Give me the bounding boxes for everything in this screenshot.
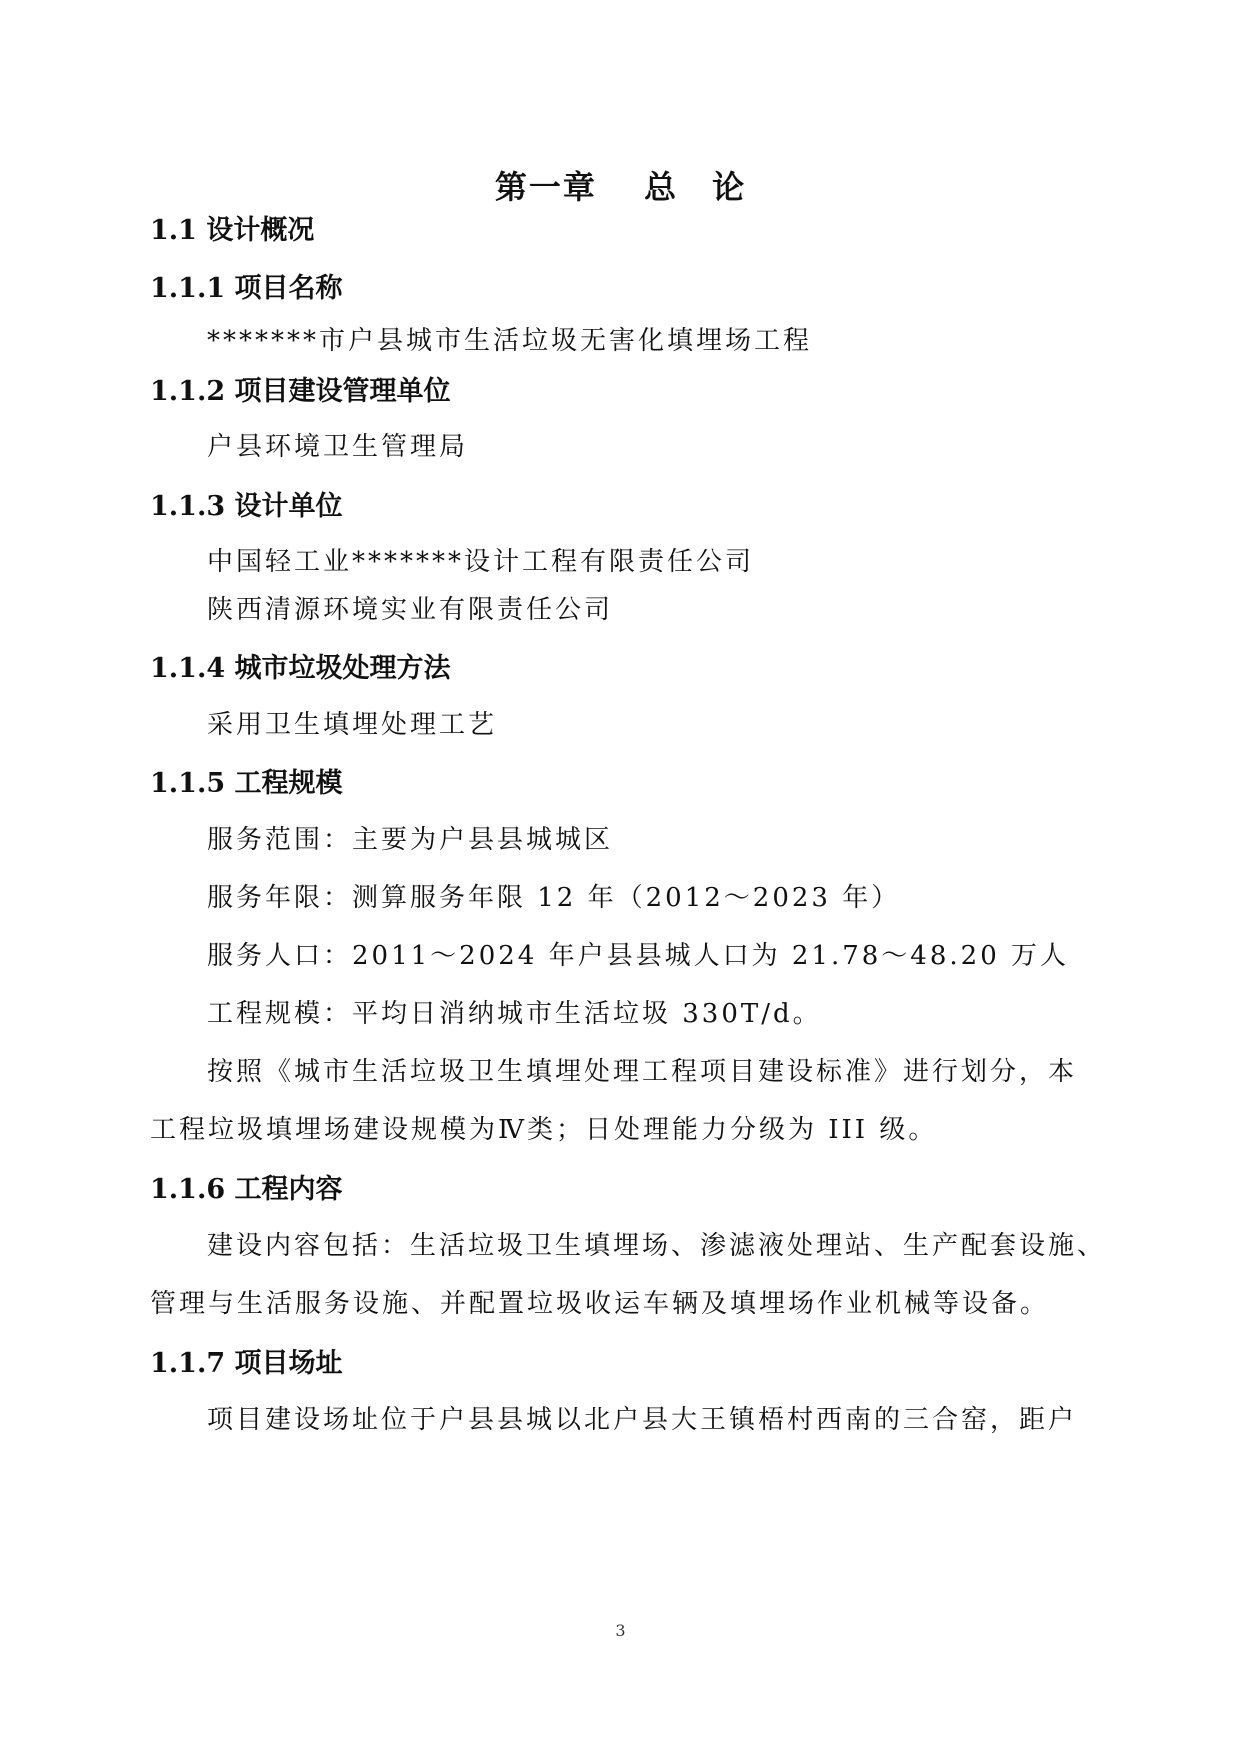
project-name-text: *******市户县城市生活垃圾无害化填埋场工程 bbox=[207, 326, 813, 356]
classification-para-line-2: 工程垃圾填埋场建设规模为Ⅳ类；日处理能力分级为 III 级。 bbox=[150, 1115, 938, 1145]
service-area-text: 服务范围：主要为户县县城城区 bbox=[207, 825, 614, 855]
project-scale-text: 工程规模：平均日消纳城市生活垃圾 330T/d。 bbox=[207, 999, 822, 1029]
classification-para-line-1: 按照《城市生活垃圾卫生填埋处理工程项目建设标准》进行划分，本 bbox=[207, 1057, 1078, 1087]
chapter-title: 第一章 总 论 bbox=[494, 168, 747, 206]
section-heading-1-1-1: 1.1.1 项目名称 bbox=[150, 273, 343, 304]
section-heading-1-1-5: 1.1.5 工程规模 bbox=[150, 768, 343, 799]
design-unit-text-1: 中国轻工业*******设计工程有限责任公司 bbox=[207, 547, 755, 577]
section-heading-1-1-3: 1.1.3 设计单位 bbox=[150, 491, 343, 522]
processing-method-text: 采用卫生填埋处理工艺 bbox=[207, 710, 498, 740]
site-para-line-1: 项目建设场址位于户县县城以北户县大王镇梧村西南的三合窑，距户 bbox=[207, 1405, 1078, 1435]
design-unit-text-2: 陕西清源环境实业有限责任公司 bbox=[207, 595, 614, 625]
section-heading-1-1-7: 1.1.7 项目场址 bbox=[150, 1348, 343, 1379]
service-years-text: 服务年限：测算服务年限 12 年（2012～2023 年） bbox=[207, 883, 901, 913]
management-unit-text: 户县环境卫生管理局 bbox=[207, 432, 469, 462]
section-heading-1-1-6: 1.1.6 工程内容 bbox=[150, 1174, 343, 1205]
service-population-text: 服务人口：2011～2024 年户县县城人口为 21.78～48.20 万人 bbox=[207, 941, 1069, 971]
section-heading-1-1: 1.1 设计概况 bbox=[150, 215, 315, 246]
section-heading-1-1-4: 1.1.4 城市垃圾处理方法 bbox=[150, 653, 451, 684]
content-para-line-2: 管理与生活服务设施、并配置垃圾收运车辆及填埋场作业机械等设备。 bbox=[150, 1289, 1050, 1319]
section-heading-1-1-2: 1.1.2 项目建设管理单位 bbox=[150, 376, 451, 407]
page-number: 3 bbox=[615, 1621, 626, 1640]
content-para-line-1: 建设内容包括：生活垃圾卫生填埋场、渗滤液处理站、生产配套设施、 bbox=[207, 1231, 1107, 1261]
